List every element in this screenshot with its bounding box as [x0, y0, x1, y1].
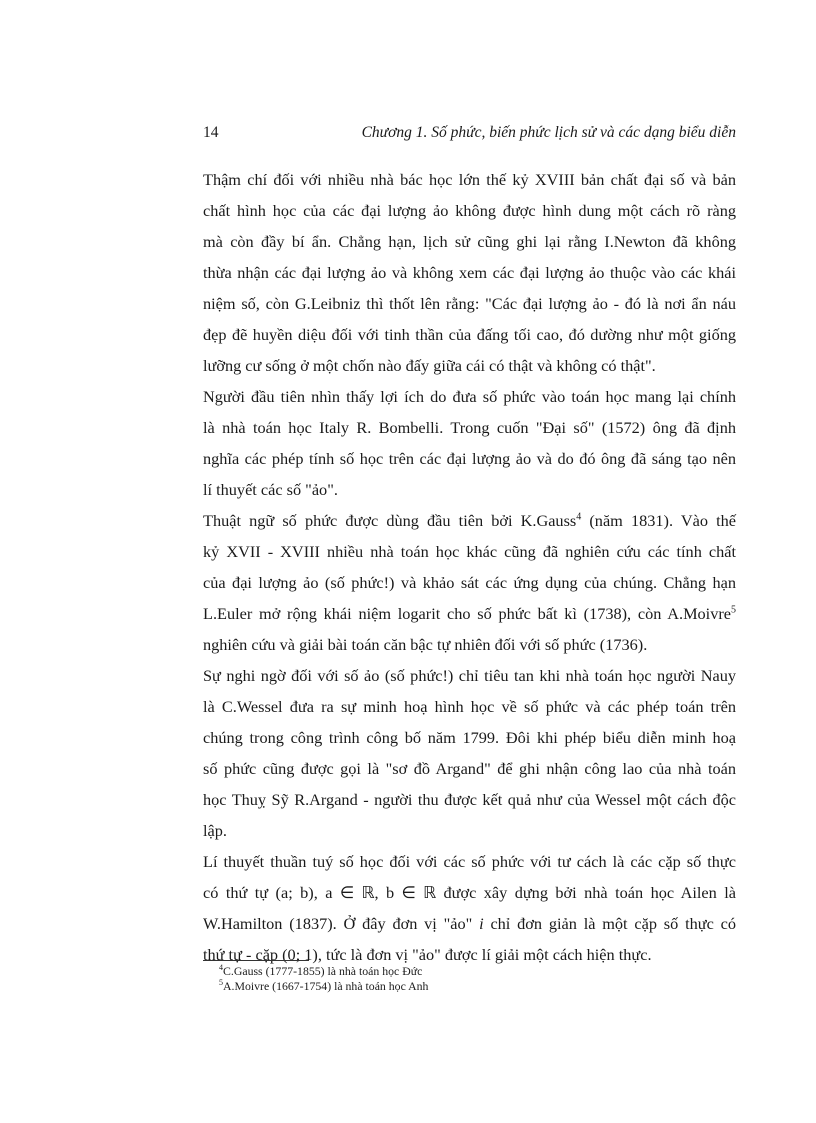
footnote-mark: 5 — [219, 978, 223, 988]
math-i: i — [479, 914, 484, 933]
page-number: 14 — [203, 124, 219, 141]
footnotes — [219, 964, 739, 994]
text-line: mà còn đầy bí ẩn. Chẳng hạn, lịch sử cũng ghi lại rằng I.Newton đã không — [203, 232, 736, 251]
footnote-text: C.Gauss (1777-1855) là nhà toán học Đức — [223, 964, 423, 978]
text-line: lưỡng cư sống ở một chốn nào đấy giữa cái có thật và không có thật". — [203, 356, 656, 375]
footnote-5 — [219, 979, 739, 994]
text-span: (năm 1831). Vào thế — [581, 511, 736, 530]
text-line: học Thuỵ Sỹ R.Argand - người thu được kết quả như của Wessel một cách độc — [203, 790, 736, 809]
text-line: chúng trong công trình công bố năm 1799. Đôi khi phép biểu diễn minh hoạ — [203, 728, 736, 747]
running-title: Chương 1. Số phức, biến phức lịch sử và các dạng biểu diễn — [361, 124, 736, 141]
text-line: Người đầu tiên nhìn thấy lợi ích do đưa số phức vào toán học mang lại chính — [203, 387, 736, 406]
text-line — [203, 598, 736, 629]
text-line — [203, 908, 736, 939]
text-line — [203, 505, 736, 536]
footnote-ref-5: 5 — [731, 604, 736, 616]
text-line: lập. — [203, 821, 227, 840]
footnote-divider — [203, 960, 309, 961]
footnote-ref-4: 4 — [576, 511, 582, 523]
text-line: số phức cũng được gọi là "sơ đồ Argand" để ghi nhận công lao của nhà toán — [203, 759, 736, 778]
text-line: nghiên cứu và giải bài toán căn bậc tự nhiên đối với số phức (1736). — [203, 635, 648, 654]
text-line: của đại lượng ảo (số phức!) và khảo sát các ứng dụng của chúng. Chẳng hạn — [203, 573, 736, 592]
text-line: là nhà toán học Italy R. Bombelli. Trong cuốn "Đại số" (1572) ông đã định — [203, 418, 736, 437]
footnote-mark: 4 — [219, 963, 223, 973]
text-line: kỷ XVII - XVIII nhiều nhà toán học khác cũng đã nghiên cứu các tính chất — [203, 542, 736, 561]
text-line: Sự nghi ngờ đối với số ảo (số phức!) chỉ tiêu tan khi nhà toán học người Nauy — [203, 666, 736, 685]
text-line: có thứ tự (a; b), a ∈ ℝ, b ∈ ℝ được xây dựng bởi nhà toán học Ailen là — [203, 883, 736, 902]
text-line: nghĩa các phép tính số học trên các đại lượng ảo và do đó ông đã sáng tạo nên — [203, 449, 736, 468]
text-line: Thậm chí đối với nhiều nhà bác học lớn thế kỷ XVIII bản chất đại số và bản — [203, 170, 736, 189]
text-line: chất hình học của các đại lượng ảo không được hình dung một cách rõ ràng — [203, 201, 736, 220]
text-span: W.Hamilton (1837). Ở đây đơn vị "ảo" — [203, 914, 480, 933]
page-header — [203, 124, 736, 146]
text-line: là C.Wessel đưa ra sự minh hoạ hình học về số phức và các phép toán trên — [203, 697, 736, 716]
text-line: Lí thuyết thuần tuý số học đối với các số phức với tư cách là các cặp số thực — [203, 852, 736, 871]
text-line: niệm số, còn G.Leibniz thì thốt lên rằng: "Các đại lượng ảo - đó là nơi ẩn náu — [203, 294, 736, 313]
text-line: thứ tự - cặp (0; 1), tức là đơn vị "ảo" được lí giải một cách hiện thực. — [203, 945, 652, 964]
text-line: đẹp đẽ huyền diệu đối với tinh thần của đấng tối cao, đó dường như một giống — [203, 325, 736, 344]
text-line: lí thuyết các số "ảo". — [203, 480, 338, 499]
footnote-4 — [219, 964, 739, 979]
text-line: thừa nhận các đại lượng ảo và không xem các đại lượng ảo thuộc vào các khái — [203, 263, 736, 282]
text-span: Thuật ngữ số phức được dùng đầu tiên bởi K.Gauss — [203, 511, 577, 530]
footnote-text: A.Moivre (1667-1754) là nhà toán học Anh — [223, 979, 429, 993]
text-span: chỉ đơn giản là một cặp số thực có — [483, 914, 736, 933]
text-span: L.Euler mở rộng khái niệm logarit cho số phức bất kì (1738), còn A.Moivre — [203, 604, 731, 623]
